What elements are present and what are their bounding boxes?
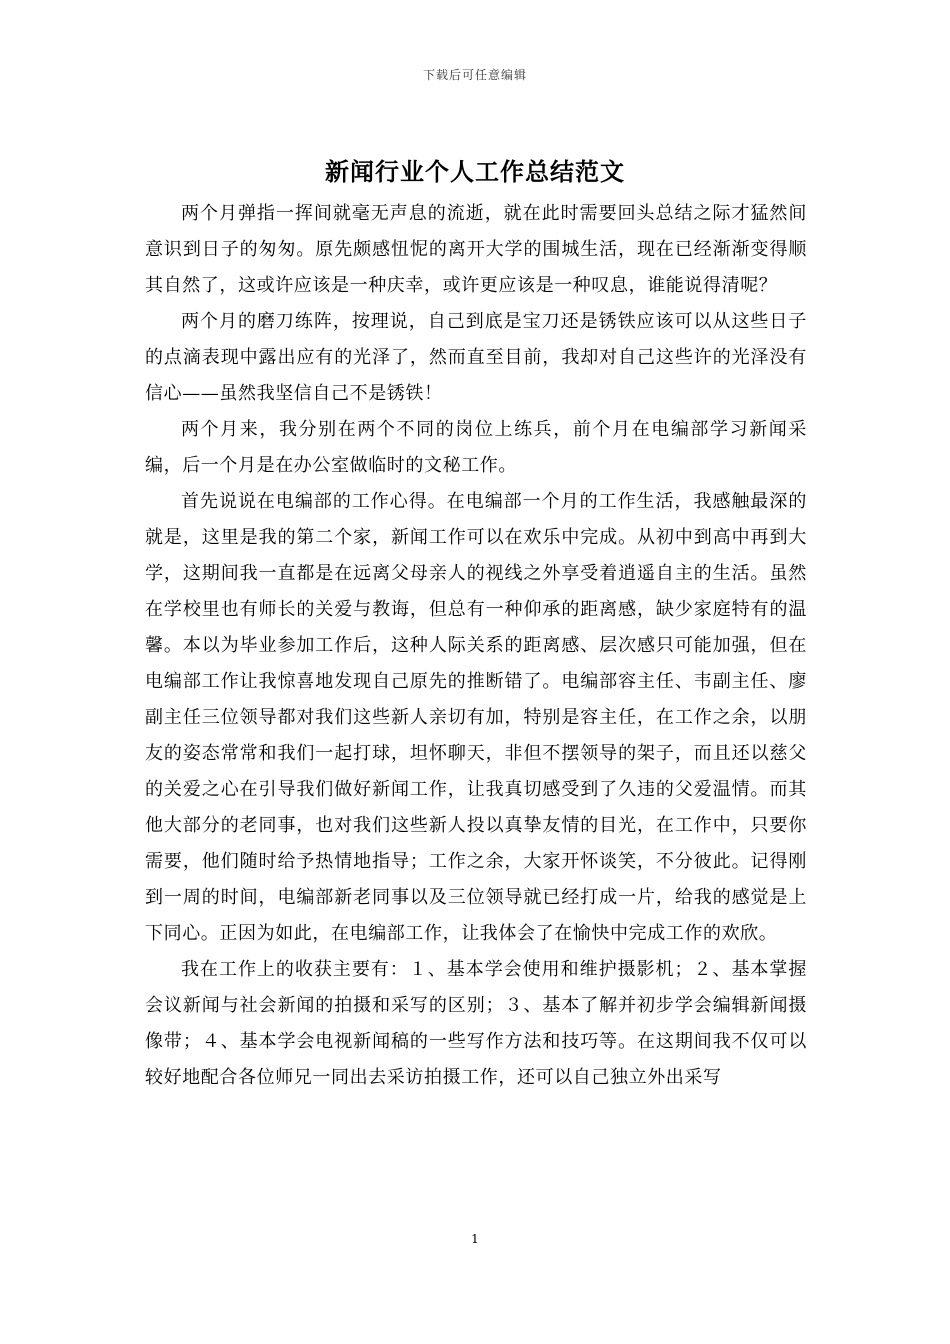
page-number: 1	[471, 1232, 479, 1246]
paragraph-5: 我在工作上的收获主要有：１、基本学会使用和维护摄影机；２、基本掌握会议新闻与社会新闻的拍摄和采写的区别；３、基本了解并初步学会编辑新闻摄像带；４、基本学会电视新闻稿的一些写作方法和技巧等。在这期间我不仅可以较好地配合各位师兄一同出去采访拍摄工作，还可以自己独立外出采写	[145, 959, 807, 1088]
paragraph-2: 两个月的磨刀练阵，按理说，自己到底是宝刀还是锈铁应该可以从这些日子的点滴表现中露出应有的光泽了，然而直至目前，我却对自己这些许的光泽没有信心——虽然我坚信自己不是锈铁！	[145, 311, 807, 404]
page-header: 下载后可任意编辑	[422, 68, 527, 82]
document-body	[145, 196, 807, 1096]
paragraph-3: 两个月来，我分别在两个不同的岗位上练兵，前个月在电编部学习新闻采编，后一个月是在办公室做临时的文秘工作。	[145, 419, 807, 476]
paragraph-4: 首先说说在电编部的工作心得。在电编部一个月的工作生活，我感触最深的就是，这里是我的第二个家，新闻工作可以在欢乐中完成。从初中到高中再到大学，这期间我一直都是在远离父母亲人的视线之外享受着逍遥自主的生活。虽然在学校里也有师长的关爱与教诲，但总有一种仰承的距离感，缺少家庭特有的温馨。本以为毕业参加工作后，这种人际关系的距离感、层次感只可能加强，但在电编部工作让我惊喜地发现自己原先的推断错了。电编部容主任、韦副主任、廖副主任三位领导都对我们这些新人亲切有加，特别是容主任，在工作之余，以朋友的姿态常常和我们一起打球，坦怀聊天，非但不摆领导的架子，而且还以慈父的关爱之心在引导我们做好新闻工作，让我真切感受到了久违的父爱温情。而其他大部分的老同事，也对我们这些新人投以真挚友情的目光，在工作中，只要你需要，他们随时给予热情地指导；工作之余，大家开怀谈笑，不分彼此。记得刚到一周的时间，电编部新老同事以及三位领导就已经打成一片，给我的感觉是上下同心。正因为如此，在电编部工作，让我体会了在愉快中完成工作的欢欣。	[145, 491, 807, 944]
document-title: 新闻行业个人工作总结范文	[325, 157, 625, 186]
paragraph-1: 两个月弹指一挥间就毫无声息的流逝，就在此时需要回头总结之际才猛然间意识到日子的匆匆。原先颇感忸怩的离开大学的围城生活，现在已经渐渐变得顺其自然了，这或许应该是一种庆幸，或许更应该是一种叹息，谁能说得清呢？	[145, 203, 807, 296]
